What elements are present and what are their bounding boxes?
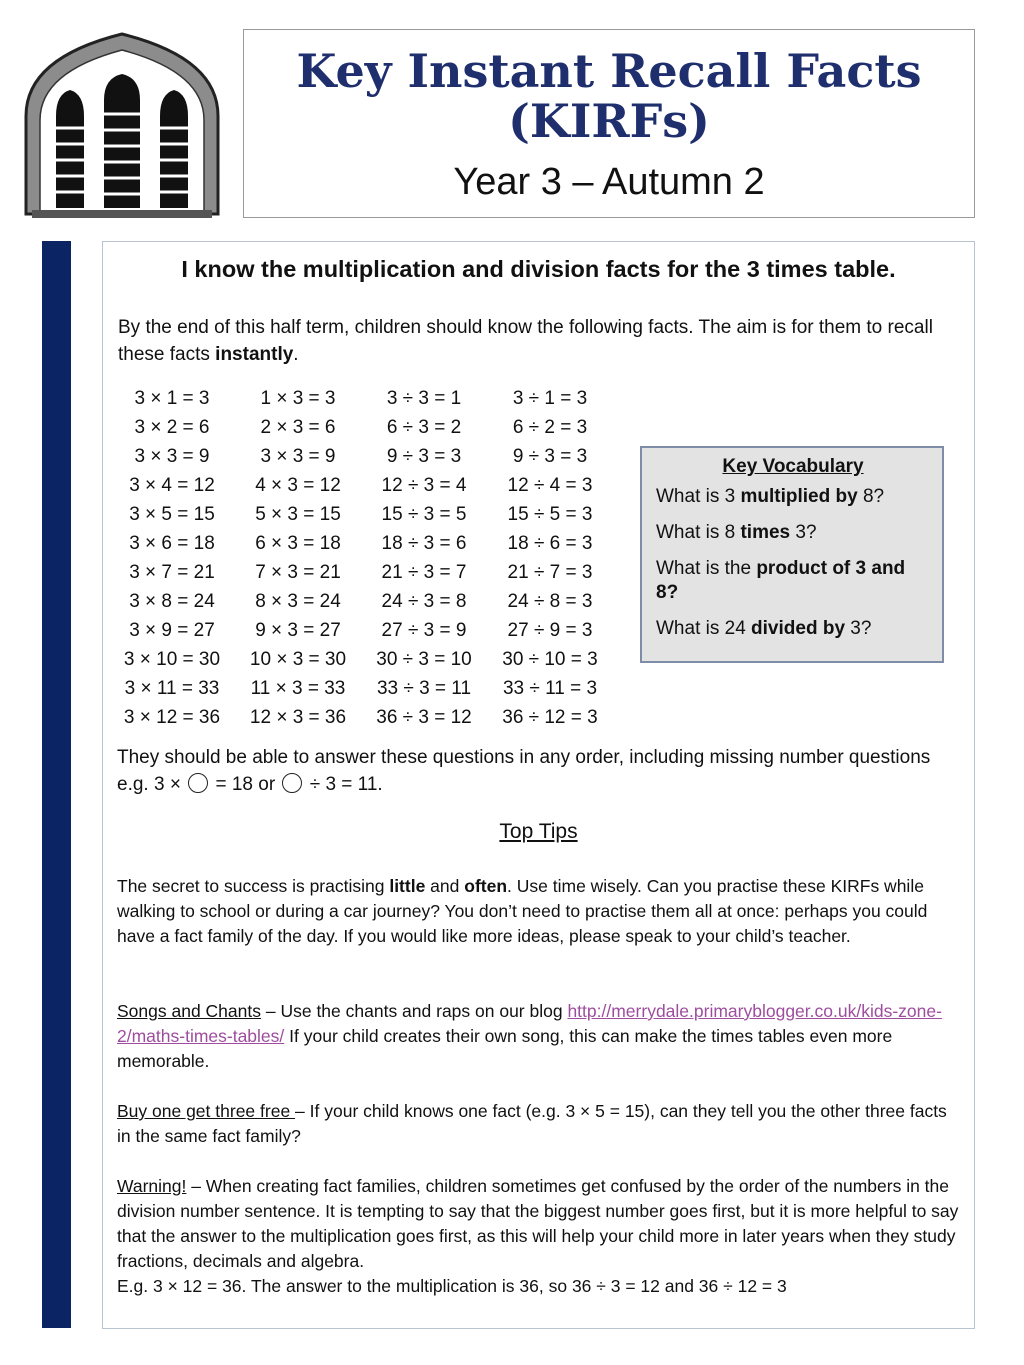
vocab-question: What is 24 divided by 3? [656, 618, 872, 639]
fact-item: 27 ÷ 9 = 3 [507, 620, 593, 641]
fact-item: 15 ÷ 5 = 3 [507, 504, 593, 525]
fact-item: 10 × 3 = 30 [249, 649, 347, 670]
vocab-question: What is 3 multiplied by 8? [656, 486, 885, 507]
fact-item: 18 ÷ 3 = 6 [381, 533, 467, 554]
fact-item: 11 × 3 = 33 [250, 678, 346, 699]
blog-link[interactable]: http://merrydale.primaryblogger.co.uk/kids-zone-2/maths-times-tables/ [117, 1001, 942, 1046]
facts-column-multiply-3-by [107, 384, 237, 732]
content-box [102, 241, 975, 1329]
fact-item: 3 × 3 = 9 [260, 446, 336, 467]
fact-item: 7 × 3 = 21 [255, 562, 341, 583]
fact-item: 3 × 12 = 36 [123, 707, 221, 728]
fact-item: 3 × 2 = 6 [134, 417, 210, 438]
fact-item: 21 ÷ 3 = 7 [381, 562, 467, 583]
fact-item: 30 ÷ 10 = 3 [502, 649, 598, 670]
fact-item: 5 × 3 = 15 [255, 504, 341, 525]
vocab-question: What is the product of 3 and 8? [656, 558, 906, 603]
key-vocabulary-title: Key Vocabulary [722, 456, 864, 477]
fact-item: 3 × 8 = 24 [129, 591, 215, 612]
fact-item: 2 × 3 = 6 [260, 417, 336, 438]
fact-item: 30 ÷ 3 = 10 [376, 649, 472, 670]
fact-item: 36 ÷ 3 = 12 [376, 707, 472, 728]
fact-item: 12 × 3 = 36 [249, 707, 347, 728]
title-box [243, 29, 975, 218]
fact-item: 12 ÷ 3 = 4 [381, 475, 467, 496]
key-vocabulary-box [640, 446, 944, 663]
fact-item: 4 × 3 = 12 [255, 475, 341, 496]
vocab-question: What is 8 times 3? [656, 522, 817, 543]
page-title: Key Instant Recall Facts (KIRFs) [296, 44, 922, 148]
missing-number-circle-icon [188, 773, 208, 793]
fact-item: 6 ÷ 2 = 3 [512, 417, 588, 438]
facts-table [103, 384, 623, 734]
fact-item: 3 × 11 = 33 [124, 678, 220, 699]
tip-warning: Warning! – When creating fact families, children sometimes get confused by the order of the numbers in the division number sentence. It is tempting to say that the biggest number goes first, but it is more helpful to say that the answer to the multiplication goes first, as this will help your child more in later years when they study fractions, decimals and algebra. E.g. 3 × 12 = 36. The answer to the multiplication is 36, so 36 ÷ 3 = 12 and 36 ÷ 12 = 3 [117, 1176, 959, 1296]
intro-paragraph: By the end of this half term, children should know the following facts. The aim is for them to recall these facts instantly. [118, 317, 933, 365]
fact-item: 36 ÷ 12 = 3 [502, 707, 598, 728]
fact-item: 1 × 3 = 3 [260, 388, 336, 409]
page-subtitle: Year 3 – Autumn 2 [453, 161, 765, 203]
facts-column-divide-to-3 [485, 384, 615, 732]
fact-item: 9 ÷ 3 = 3 [512, 446, 588, 467]
school-logo [18, 28, 226, 218]
fact-item: 15 ÷ 3 = 5 [381, 504, 467, 525]
fact-item: 3 × 7 = 21 [129, 562, 215, 583]
fact-item: 3 × 9 = 27 [129, 620, 215, 641]
fact-item: 6 ÷ 3 = 2 [386, 417, 462, 438]
side-accent-bar [42, 241, 71, 1328]
fact-item: 3 × 5 = 15 [129, 504, 215, 525]
fact-item: 18 ÷ 6 = 3 [507, 533, 593, 554]
fact-item: 33 ÷ 11 = 3 [502, 678, 598, 699]
facts-column-multiply-by-3 [233, 384, 363, 732]
objective-heading: I know the multiplication and division facts for the 3 times table. [181, 256, 896, 282]
fact-item: 24 ÷ 3 = 8 [381, 591, 467, 612]
tip-songs-and-chants: Songs and Chants – Use the chants and raps on our blog http://merrydale.primaryblogger.co.uk/kids-zone-2/maths-times-tables/ If your child creates their own song, this can make the times tables even more memorable. [117, 1001, 942, 1071]
fact-item: 3 × 3 = 9 [134, 446, 210, 467]
fact-item: 3 × 4 = 12 [129, 475, 215, 496]
fact-item: 3 ÷ 3 = 1 [386, 388, 462, 409]
fact-item: 3 ÷ 1 = 3 [512, 388, 588, 409]
facts-column-divide-by-3 [359, 384, 489, 732]
fact-item: 24 ÷ 8 = 3 [507, 591, 593, 612]
fact-item: 3 × 10 = 30 [123, 649, 221, 670]
fact-item: 27 ÷ 3 = 9 [381, 620, 467, 641]
fact-item: 8 × 3 = 24 [255, 591, 341, 612]
fact-item: 3 × 1 = 3 [134, 388, 210, 409]
top-tips-title: Top Tips [499, 820, 578, 843]
fact-item: 9 ÷ 3 = 3 [386, 446, 462, 467]
missing-number-circle-icon [282, 773, 302, 793]
fact-item: 3 × 6 = 18 [129, 533, 215, 554]
fact-item: 21 ÷ 7 = 3 [507, 562, 593, 583]
fact-item: 9 × 3 = 27 [255, 620, 341, 641]
answer-order-paragraph: They should be able to answer these questions in any order, including missing number questions e.g. 3 × = 18 or ÷ 3 = 11. [117, 747, 931, 795]
fact-item: 33 ÷ 3 = 11 [376, 678, 472, 699]
tip-little-and-often: The secret to success is practising little and often. Use time wisely. Can you practise these KIRFs while walking to school or during a car journey? You don’t need to practise them all at once: perhaps you could have a fact family of the day. If you would like more ideas, please speak to your child’s teacher. [117, 876, 928, 946]
fact-item: 12 ÷ 4 = 3 [507, 475, 593, 496]
fact-item: 6 × 3 = 18 [255, 533, 341, 554]
tip-buy-one-get-three-free: Buy one get three free – If your child knows one fact (e.g. 3 × 5 = 15), can they tell you the other three facts in the same fact family? [117, 1101, 947, 1146]
